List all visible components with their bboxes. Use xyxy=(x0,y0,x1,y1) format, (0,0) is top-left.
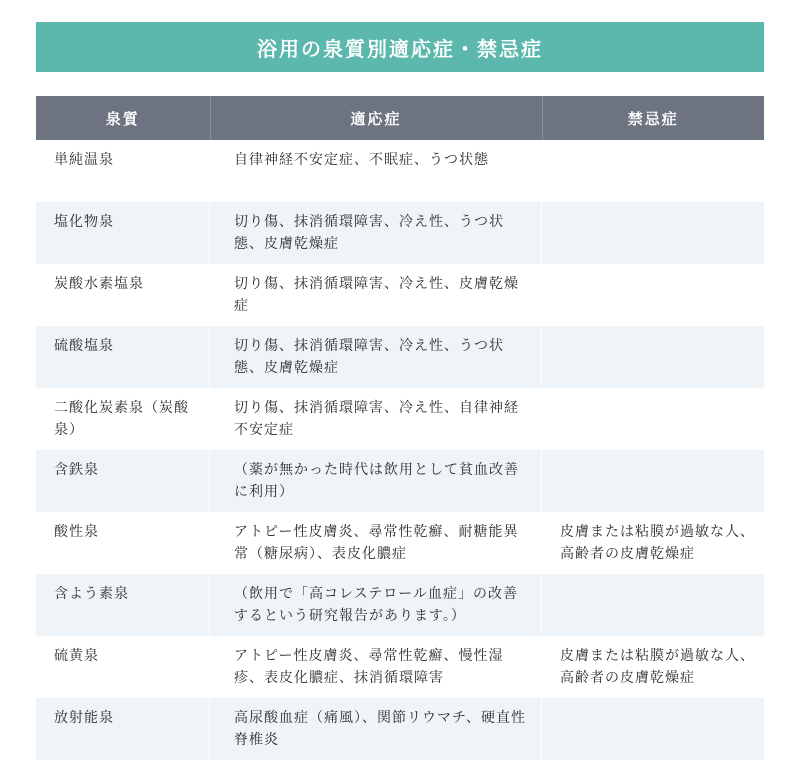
indications-cell: 切り傷、抹消循環障害、冷え性、皮膚乾燥症 xyxy=(210,264,542,326)
contraindications-cell xyxy=(542,450,764,512)
spring-type-cell: 放射能泉 xyxy=(36,698,210,760)
table-row xyxy=(36,388,764,450)
contraindications-cell: 皮膚または粘膜が過敏な人、高齢者の皮膚乾燥症 xyxy=(560,524,755,562)
spring-type-cell: 酸性泉 xyxy=(36,512,210,574)
indications-cell: （飲用で「高コレステロール血症」の改善するという研究報告があります。） xyxy=(210,574,542,636)
indications-cell: 切り傷、抹消循環障害、冷え性、自律神経不安定症 xyxy=(210,388,542,450)
table-row xyxy=(36,574,764,636)
table-row xyxy=(36,264,764,326)
contraindications-cell xyxy=(542,264,764,326)
spring-type-cell: 硫黄泉 xyxy=(36,636,210,698)
indications-table xyxy=(36,96,764,760)
indications-cell: アトピー性皮膚炎、尋常性乾癬、耐糖能異常（糖尿病）、表皮化膿症 xyxy=(210,512,542,574)
table-row xyxy=(36,698,764,760)
contraindications-cell xyxy=(542,574,764,636)
table-title: 浴用の泉質別適応症・禁忌症 xyxy=(36,22,764,72)
contraindications-cell xyxy=(542,388,764,450)
table-row xyxy=(36,326,764,388)
spring-type-cell: 塩化物泉 xyxy=(36,202,210,264)
contraindications-cell xyxy=(542,202,764,264)
table-row xyxy=(36,512,764,574)
indications-cell: 自律神経不安定症、不眠症、うつ状態 xyxy=(210,140,542,202)
indications-cell: 切り傷、抹消循環障害、冷え性、うつ状態、皮膚乾燥症 xyxy=(210,326,542,388)
contraindications-cell xyxy=(542,326,764,388)
table-row xyxy=(36,636,764,698)
indications-cell: アトピー性皮膚炎、尋常性乾癬、慢性湿疹、表皮化膿症、抹消循環障害 xyxy=(210,636,542,698)
spring-type-cell: 炭酸水素塩泉 xyxy=(36,264,210,326)
spring-type-cell: 含鉄泉 xyxy=(36,450,210,512)
header-indications: 適応症 xyxy=(211,96,543,140)
table-row xyxy=(36,140,764,202)
indications-cell: 切り傷、抹消循環障害、冷え性、うつ状態、皮膚乾燥症 xyxy=(210,202,542,264)
indications-cell: 高尿酸血症（痛風）、関節リウマチ、硬直性脊椎炎 xyxy=(210,698,542,760)
header-spring-type: 泉質 xyxy=(36,96,211,140)
spring-type-cell: 二酸化炭素泉（炭酸泉） xyxy=(36,388,210,450)
header-contraindications: 禁忌症 xyxy=(627,109,679,128)
contraindications-cell: 皮膚または粘膜が過敏な人、高齢者の皮膚乾燥症 xyxy=(560,648,755,686)
spring-type-cell: 単純温泉 xyxy=(36,140,210,202)
spring-type-cell: 含よう素泉 xyxy=(36,574,210,636)
table-header xyxy=(36,96,764,140)
table-row xyxy=(36,450,764,512)
indications-cell: （薬が無かった時代は飲用として貧血改善に利用） xyxy=(210,450,542,512)
contraindications-cell xyxy=(542,698,764,760)
spring-type-cell: 硫酸塩泉 xyxy=(36,326,210,388)
table-row xyxy=(36,202,764,264)
contraindications-cell xyxy=(542,140,764,202)
